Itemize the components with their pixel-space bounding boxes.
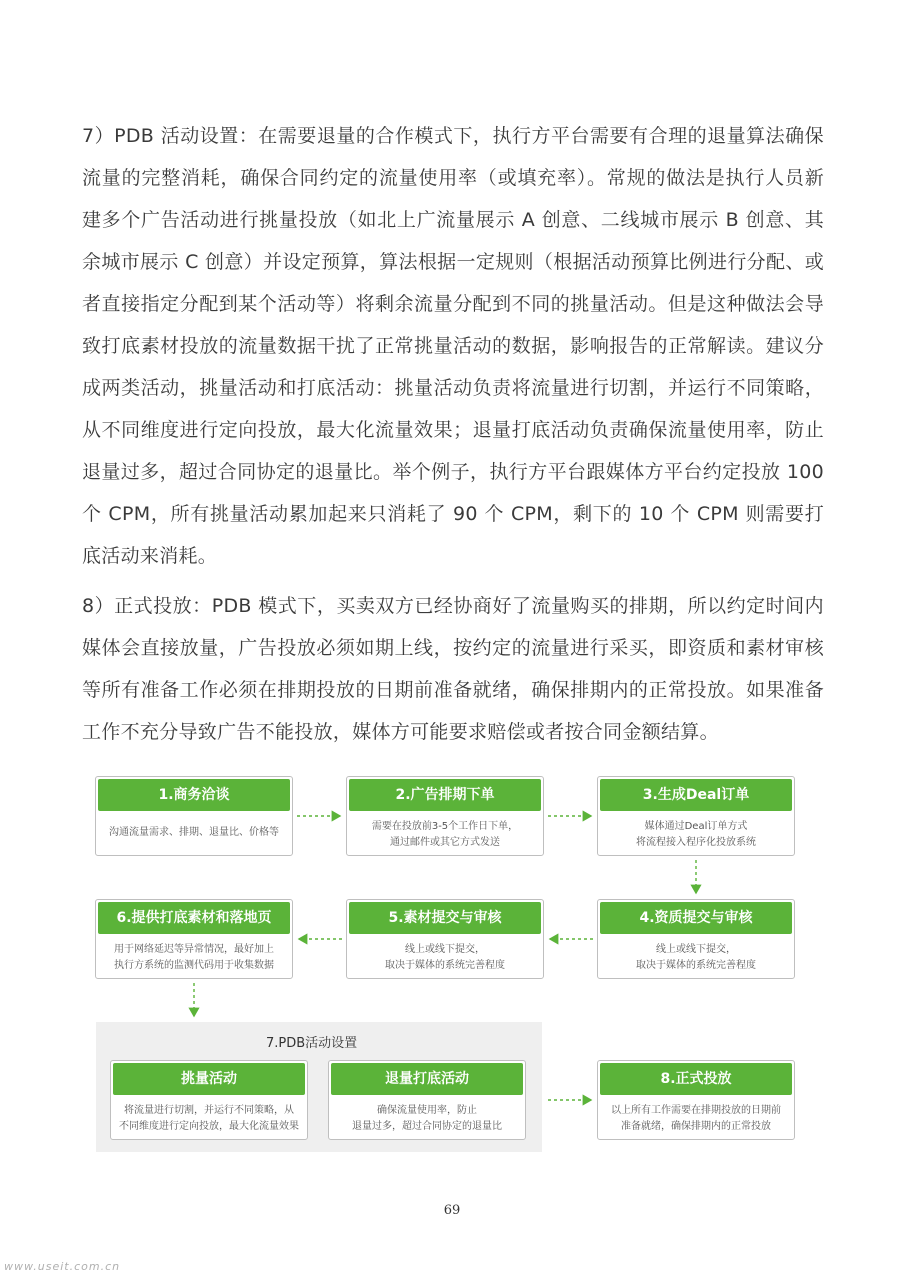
flow-step-5-desc: 线上或线下提交， 取决于媒体的系统完善程度 bbox=[385, 944, 505, 971]
paragraph-pdb-settings: 7）PDB 活动设置：在需要退量的合作模式下，执行方平台需要有合理的退量算法确保流量的完整消耗，确保合同约定的流量使用率（或填充率）。常规的做法是执行人员新建多个广告活动进行挑量投放（如北上广流量展示 A 创意、二线城市展示 B 创意、其余城市展示 C 创意）并设定预算，算法根据一定规则（根据活动预算比例进行分配、或者直接指定分配到某个活动等）将剩余流量分配到不同的挑量活动。但是这种做法会导致打底素材投放的流量数据干扰了正常挑量活动的数据，影响报告的正常解读。建议分成两类活动，挑量活动和打底活动：挑量活动负责将流量进行切割，并运行不同策略，从不同维度进行定向投放，最大化流量效果；退量打底活动负责确保流量使用率，防止退量过多，超过合同协定的退量比。举个例子，执行方平台跟媒体方平台约定投放 100 个 CPM，所有挑量活动累加起来只消耗了 90 个 CPM，剩下的 10 个 CPM 则需要打底活动来消耗。 bbox=[82, 125, 824, 567]
watermark: www.useit.com.cn bbox=[4, 1260, 121, 1273]
flow-step-7a-title: 挑量活动 bbox=[113, 1063, 305, 1095]
flow-step-6-title: 6.提供打底素材和落地页 bbox=[98, 902, 290, 934]
flow-step-7a-desc: 将流量进行切割，并运行不同策略，从 不同维度进行定向投放，最大化流量效果 bbox=[119, 1105, 299, 1132]
flow-step-3-desc: 媒体通过Deal订单方式 将流程接入程序化投放系统 bbox=[636, 821, 756, 848]
flow-step-1-desc: 沟通流量需求、排期、退量比、价格等 bbox=[109, 827, 279, 838]
flow-step-6-desc: 用于网络延迟等异常情况，最好加上 执行方系统的监测代码用于收集数据 bbox=[114, 944, 274, 971]
flow-step-3-title: 3.生成Deal订单 bbox=[600, 779, 792, 811]
flow-step-2-desc: 需要在投放前3-5个工作日下单， 通过邮件或其它方式发送 bbox=[371, 821, 519, 848]
paragraph-formal-delivery: 8）正式投放：PDB 模式下，买卖双方已经协商好了流量购买的排期，所以约定时间内媒体会直接放量，广告投放必须如期上线，按约定的流量进行采买，即资质和素材审核等所有准备工作必须在排期投放的日期前准备就绪，确保排期内的正常投放。如果准备工作不充分导致广告不能投放，媒体方可能要求赔偿或者按合同金额结算。 bbox=[82, 595, 824, 743]
flow-step-2-title: 2.广告排期下单 bbox=[349, 779, 541, 811]
flow-step-8-title: 8.正式投放 bbox=[600, 1063, 792, 1095]
flow-step-5-title: 5.素材提交与审核 bbox=[349, 902, 541, 934]
flow-step-7b-desc: 确保流量使用率，防止 退量过多，超过合同协定的退量比 bbox=[352, 1105, 502, 1132]
flow-step-1-title: 1.商务洽谈 bbox=[98, 779, 290, 811]
flow-step-4-desc: 线上或线下提交， 取决于媒体的系统完善程度 bbox=[636, 944, 756, 971]
page-number: 69 bbox=[443, 1203, 461, 1218]
flow-step-4-title: 4.资质提交与审核 bbox=[600, 902, 792, 934]
flow-step-8-desc: 以上所有工作需要在排期投放的日期前 准备就绪，确保排期内的正常投放 bbox=[611, 1105, 781, 1132]
group-pdb-settings-title: 7.PDB活动设置 bbox=[266, 1036, 358, 1051]
flow-step-7b-title: 退量打底活动 bbox=[331, 1063, 523, 1095]
